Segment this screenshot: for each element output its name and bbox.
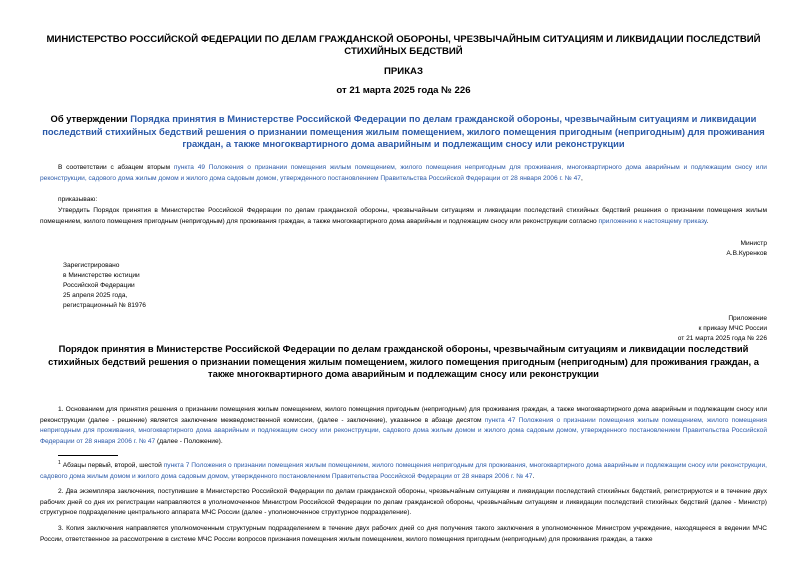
footnote-link[interactable]: пункта 7 Положения о признании помещения жилым помещением, жилого помещения непригодным для проживания, многоквартирного дома аварийным и подлежащим сносу или реконструкции, садового дома жилым домом и жилого дома садовым домом, утвержденного постановлением Правительства Российской Федерации от 28 января 2006 г. № 47 — [40, 462, 767, 480]
footnote-end: . — [532, 472, 535, 480]
item-2-paragraph: 2. Два экземпляра заключения, поступившие в Министерство Российской Федерации по делам гражданской обороны, чрезвычайным ситуациям и ликвидации последствий стихийных бедствий, регистрируются и в течение двух рабочих дней со дня их регистрации направляются в уполномоченное Министром Российской Федерации по делам гражданской обороны, чрезвычайным ситуациям и ликвидации последствий стихийных бедствий (далее - Министр) структурное подразделение центрального аппарата МЧС России (далее - уполномоченное структурное подразделение). — [40, 488, 767, 516]
title-prefix: Об утверждении — [50, 113, 131, 124]
preamble-text: В соответствии с абзацем вторым — [58, 164, 174, 171]
registration-line: Зарегистрировано — [63, 262, 120, 269]
order-word: приказываю: — [58, 196, 98, 203]
item-1-paragraph — [40, 405, 767, 447]
preamble-paragraph — [40, 163, 767, 184]
appendix-date: от 21 марта 2025 года № 226 — [677, 335, 767, 342]
registration-line: регистрационный № 81976 — [63, 302, 146, 309]
approve-paragraph — [40, 206, 767, 227]
registration-line: Российской Федерации — [63, 282, 135, 289]
item-1-link[interactable]: пункта 47 Положения о признании помещения жилым помещением, жилого помещения непригодным для проживания, многоквартирного дома аварийным и подлежащим сносу или реконструкции, садового дома жилым домом и жилого дома садовым домом, утвержденного постановлением Правительства Российской Федерации от 28 января 2006 г. № 47 — [40, 416, 768, 445]
ministry-header: МИНИСТЕРСТВО РОССИЙСКОЙ ФЕДЕРАЦИИ ПО ДЕЛАМ ГРАЖДАНСКОЙ ОБОРОНЫ, ЧРЕЗВЫЧАЙНЫМ СИТУАЦИЯМ И ЛИКВИДАЦИИ ПОСЛЕДСТВИЙ СТИХИЙНЫХ БЕДСТВИЙ — [46, 34, 761, 57]
item-1-text: 1. Основанием для принятия решения о признании помещения жилым помещением, жилого помещения пригодным (непригодным) для проживания граждан, а также многоквартирного дома аварийным и подлежащим сносу или реконструкции (далее - решение) является заключение межведомственной комиссии, (далее - заключение), указанное в абзаце десятом — [40, 406, 767, 424]
approve-end: . — [706, 217, 709, 225]
signature-name: А.В.Куренков — [726, 250, 767, 257]
appendix-to: к приказу МЧС России — [698, 325, 767, 332]
title-link[interactable]: Порядка принятия в Министерстве Российской Федерации по делам гражданской обороны, чрезвычайным ситуациям и ликвидации последствий стихийных бедствий решения о признании помещения жилым помещением, жилого помещения пригодным (непригодным) для проживания граждан, а также многоквартирного дома аварийным и подлежащим сносу или реконструкции — [42, 113, 765, 149]
preamble-end: , — [580, 174, 583, 182]
footnote-divider — [58, 455, 118, 456]
footnote-text: Абзацы первый, второй, шестой — [60, 462, 164, 470]
footnote-marker: 1 — [58, 460, 61, 466]
order-title — [40, 113, 767, 151]
preamble-link[interactable]: пункта 49 Положения о признании помещения жилым помещением, жилого помещения непригодным для проживания, многоквартирного дома аварийным и подлежащим сносу или реконструкции, садового дома жилым домом и жилого дома садовым домом, утвержденного постановлением Правительства Российской Федерации от 28 января 2006 г. № 47 — [40, 164, 767, 182]
signature-position: Министр — [740, 240, 767, 247]
item-1-end: (далее - Положение). — [155, 437, 223, 445]
approve-text: Утвердить Порядок принятия в Министерстве Российской Федерации по делам гражданской обороны, чрезвычайным ситуациям и ликвидации последствий стихийных бедствий решения о признании помещения жилым помещением, жилого помещения пригодным (непригодным) для проживания граждан, а также многоквартирного дома аварийным и подлежащим сносу или реконструкции согласно — [40, 207, 767, 225]
approve-link[interactable]: приложению к настоящему приказу — [598, 217, 707, 225]
registration-line: в Министерстве юстиции — [63, 272, 140, 279]
doc-date-number: от 21 марта 2025 года № 226 — [336, 85, 471, 96]
appendix-label: Приложение — [728, 315, 767, 322]
footnote-paragraph — [40, 458, 767, 482]
doc-type: ПРИКАЗ — [384, 66, 423, 77]
appendix-title: Порядок принятия в Министерстве Российской Федерации по делам гражданской обороны, чрезвычайным ситуациям и ликвидации последствий стихийных бедствий решения о признании помещения жилым помещением, жилого помещения пригодным (непригодным) для проживания граждан, а также многоквартирного дома аварийным и подлежащим сносу или реконструкции — [48, 343, 759, 379]
registration-line: 25 апреля 2025 года, — [63, 292, 128, 299]
item-3-paragraph: 3. Копия заключения направляется уполномоченным структурным подразделением в течение двух рабочих дней со дня получения такого заключения в уполномоченное Министром учреждение, находящееся в ведении МЧС России, ответственное за рассмотрение в системе МЧС России вопросов признания помещения жилым помещением, жилого помещения пригодным (непригодным) для проживания граждан, а также — [40, 525, 767, 543]
